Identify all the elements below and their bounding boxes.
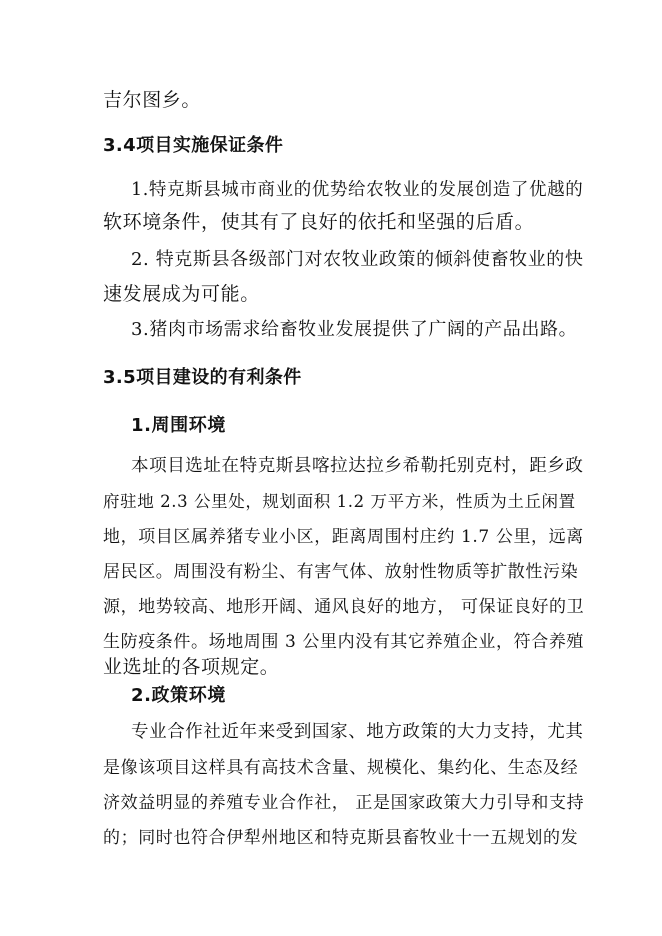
text-line: 1.特克斯县城市商业的优势给农牧业的发展创造了优越的 [131, 180, 584, 200]
text-line: 业选址的各项规定。 [103, 656, 280, 678]
subheading-policy: 2.政策环境 [131, 685, 226, 706]
text-line: 生防疫条件。场地周围 3 公里内没有其它养殖企业，符合养殖 [103, 632, 585, 652]
text-line: 是像该项目这样具有高技术含量、规模化、集约化、生态及经 [103, 758, 579, 778]
text-line: 专业合作社近年来受到国家、地方政策的大力支持，尤其 [131, 722, 584, 742]
text-line: 2. 特克斯县各级部门对农牧业政策的倾斜使畜牧业的快 [131, 249, 584, 270]
text-line: 3.猪肉市场需求给畜牧业发展提供了广阔的产品出路。 [131, 319, 578, 340]
text-line: 居民区。周围没有粉尘、有害气体、放射性物质等扩散性污染 [103, 562, 579, 582]
text-line: 吉尔图乡。 [103, 89, 202, 111]
text-line: 源，地势较高、地形开阔、通风良好的地方， 可保证良好的卫 [103, 597, 585, 617]
section-heading-3-5: 3.5项目建设的有利条件 [103, 367, 302, 388]
text-line: 地，项目区属养猪专业小区，距离周围村庄约 1.7 公里，远离 [103, 527, 584, 547]
text-line: 软环境条件，使其有了良好的依托和坚强的后盾。 [103, 211, 535, 233]
text-line: 本项目选址在特克斯县喀拉达拉乡希勒托别克村，距乡政 [131, 456, 584, 476]
text-line: 府驻地 2.3 公里处，规划面积 1.2 万平方米，性质为土丘闲置 [103, 492, 576, 511]
text-line: 济效益明显的养殖专业合作社， 正是国家政策大力引导和支持 [103, 793, 585, 813]
text-line: 速发展成为可能。 [103, 283, 260, 305]
subheading-surroundings: 1.周围环境 [131, 415, 226, 436]
section-heading-3-4: 3.4项目实施保证条件 [103, 135, 284, 156]
text-line: 的；同时也符合伊犁州地区和特克斯县畜牧业十一五规划的发 [103, 828, 579, 848]
